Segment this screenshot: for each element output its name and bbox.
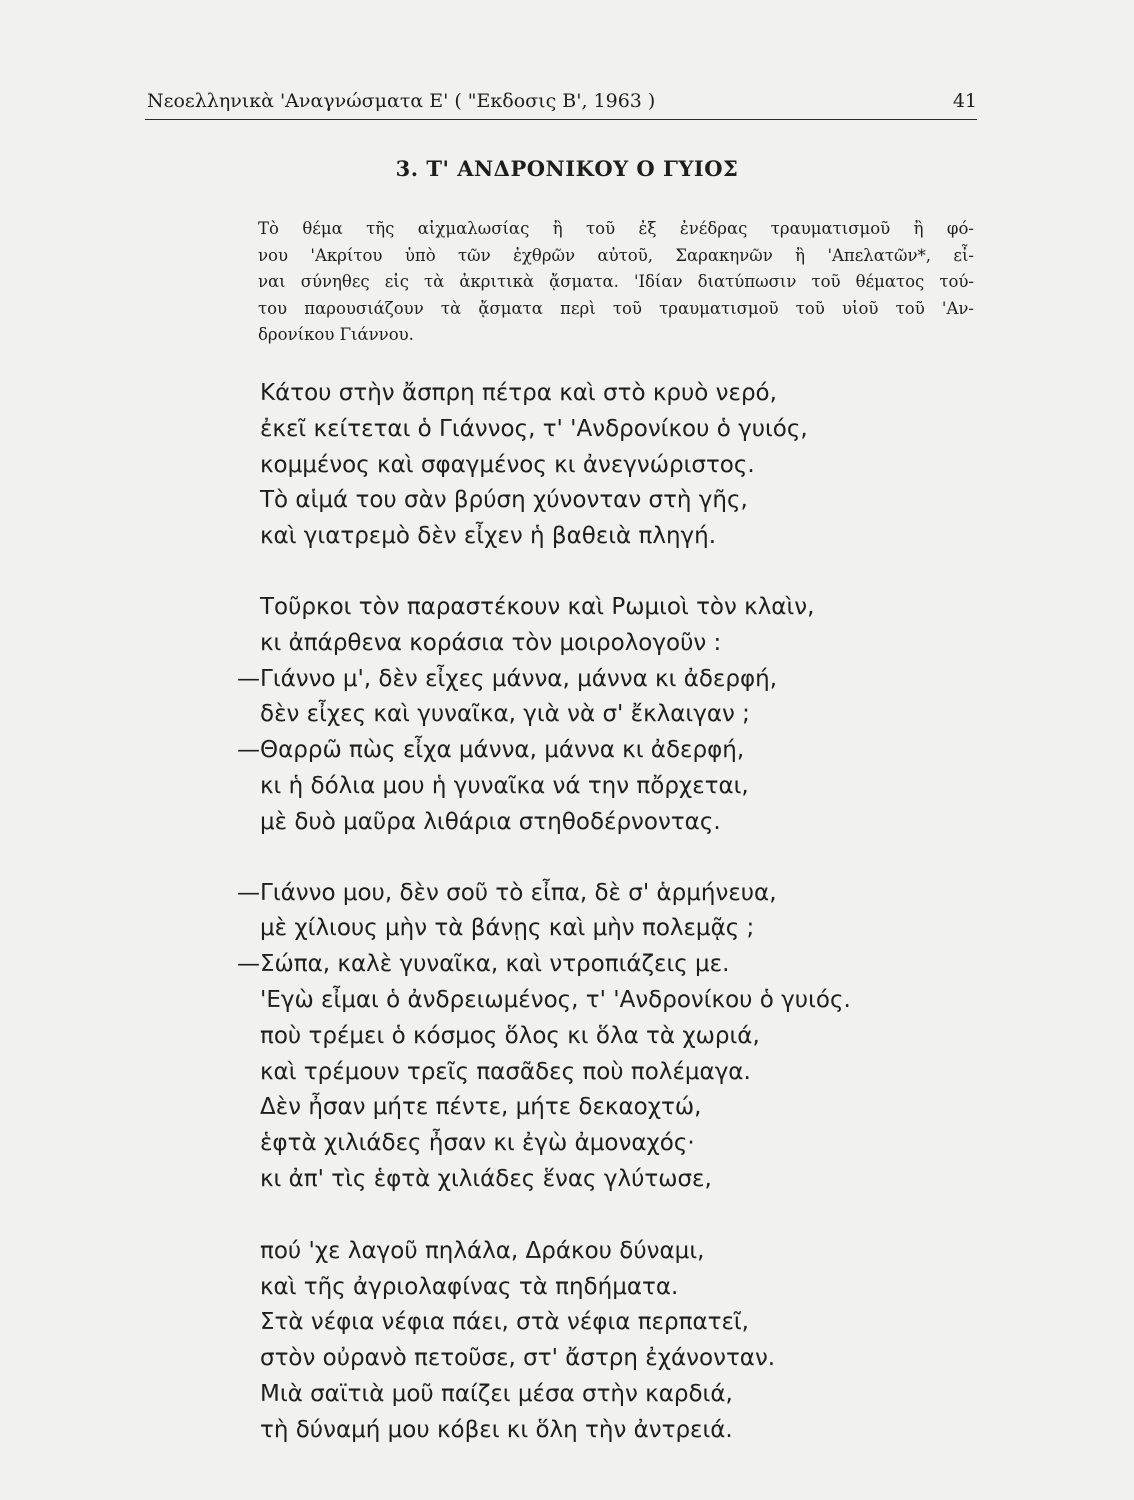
verse: στὸν οὐρανὸ πετοῦσε, στ' ἄστρη ἐχάνονταν. [260,1345,776,1372]
verse: —Σώπα, καλὲ γυναῖκα, καὶ ντροπιάζεις με. [237,951,730,978]
verse: —Θαρρῶ πὼς εἶχα μάννα, μάννα κι ἀδερφή, [237,737,745,764]
intro-line: Τὸ θέμα τῆς αἰχμαλωσίας ἢ τοῦ ἐξ ἐνέδρας τραυματισμοῦ ἢ φό- [258,219,974,238]
verse: τὴ δύναμή μου κόβει κι ὅλη τὴν ἀντρειά. [260,1416,733,1443]
stanza-break [260,841,940,876]
verse: —Γιάννο μου, δὲν σοῦ τὸ εἶπα, δὲ σ' ἁρμήνευα, [237,879,777,906]
verse: καὶ τρέμουν τρεῖς πασᾶδες ποὺ πολέμαγα. [260,1058,751,1085]
stanza-3 [237,876,940,1198]
verse: 'Εγὼ εἶμαι ὁ ἀνδρειωμένος, τ' 'Ανδρονίκου ὁ γυιός. [260,986,851,1013]
verse: Στὰ νέφια νέφια πάει, στὰ νέφια περπατεῖ, [260,1309,749,1336]
verse: κι ἀπ' τὶς ἑφτὰ χιλιάδες ἕνας γλύτωσε, [260,1165,712,1192]
intro-paragraph [258,216,974,349]
header-book-title: Νεοελληνικὰ 'Αναγνώσματα Ε' ( "Εκδοσις Β', 1963 ) [147,90,656,112]
verse: πού 'χε λαγοῦ πηλάλα, Δράκου δύναμι, [260,1237,705,1264]
page-number: 41 [952,90,977,112]
intro-line: του παρουσιάζουν τὰ ᾄσματα περὶ τοῦ τραυματισμοῦ τοῦ υἱοῦ τοῦ 'Αν- [258,298,974,318]
verse: καὶ γιατρεμὸ δὲν εἶχεν ἡ βαθειὰ πληγή. [260,523,717,550]
verse: δὲν εἶχες καὶ γυναῖκα, γιὰ νὰ σ' ἔκλαιγαν ; [260,701,750,728]
stanza-break [260,1198,940,1234]
verse: κομμένος καὶ σφαγμένος κι ἀνεγνώριστος. [260,451,755,478]
verse: μὲ δυὸ μαῦρα λιθάρια στηθοδέρνοντας. [260,808,721,835]
intro-line: νου 'Ακρίτου ὑπὸ τῶν ἐχθρῶν αὐτοῦ, Σαρακηνῶν ἢ 'Απελατῶν*, εἶ- [258,245,974,265]
verse: μὲ χίλιους μὴν τὰ βάνῃς καὶ μὴν πολεμᾷς ; [260,915,755,942]
verse: Μιὰ σαϊτιὰ μοῦ παίζει μέσα στὴν καρδιά, [260,1380,733,1407]
verse: ποὺ τρέμει ὁ κόσμος ὅλος κι ὅλα τὰ χωριά, [260,1022,760,1049]
header-rule [145,119,977,120]
stanza-2 [237,590,940,841]
stanza-1 [260,376,940,555]
verse: Κάτου στὴν ἄσπρη πέτρα καὶ στὸ κρυὸ νερό, [260,380,777,406]
verse: ἐκεῖ κείτεται ὁ Γιάννος, τ' 'Ανδρονίκου ὁ γυιός, [260,415,808,442]
verse: —Γιάννο μ', δὲν εἶχες μάννα, μάννα κι ἀδερφή, [237,665,778,692]
verse: κι ἡ δόλια μου ἡ γυναῖκα νά την πὄρχεται, [260,772,749,799]
intro-line: δρονίκου Γιάννου. [258,325,414,344]
verse: ἑφτὰ χιλιάδες ἦσαν κι ἐγὼ ἀμοναχός· [260,1130,695,1157]
verse: Τὸ αἱμά του σὰν βρύση χύνονταν στὴ γῆς, [260,487,748,514]
poem [237,376,940,1449]
verse: Δὲν ἦσαν μήτε πέντε, μήτε δεκαοχτώ, [260,1094,702,1121]
running-head [147,90,977,120]
stanza-4 [260,1234,940,1449]
intro-line: ναι σύνηθες εἰς τὰ ἀκριτικὰ ᾄσματα. 'Ιδίαν διατύπωσιν τοῦ θέματος τού- [258,272,974,291]
verse: καὶ τῆς ἀγριολαφίνας τὰ πηδήματα. [260,1273,679,1300]
verse: Τοῦρκοι τὸν παραστέκουν καὶ Ρωμιοὶ τὸν κλαὶν, [260,593,815,620]
stanza-break [260,555,940,590]
section-title: 3. Τ' ΑΝΔΡΟΝΙΚΟΥ Ο ΓΥΙΟΣ [395,156,739,181]
verse: κι ἀπάρθενα κοράσια τὸν μοιρολογοῦν : [260,629,722,656]
